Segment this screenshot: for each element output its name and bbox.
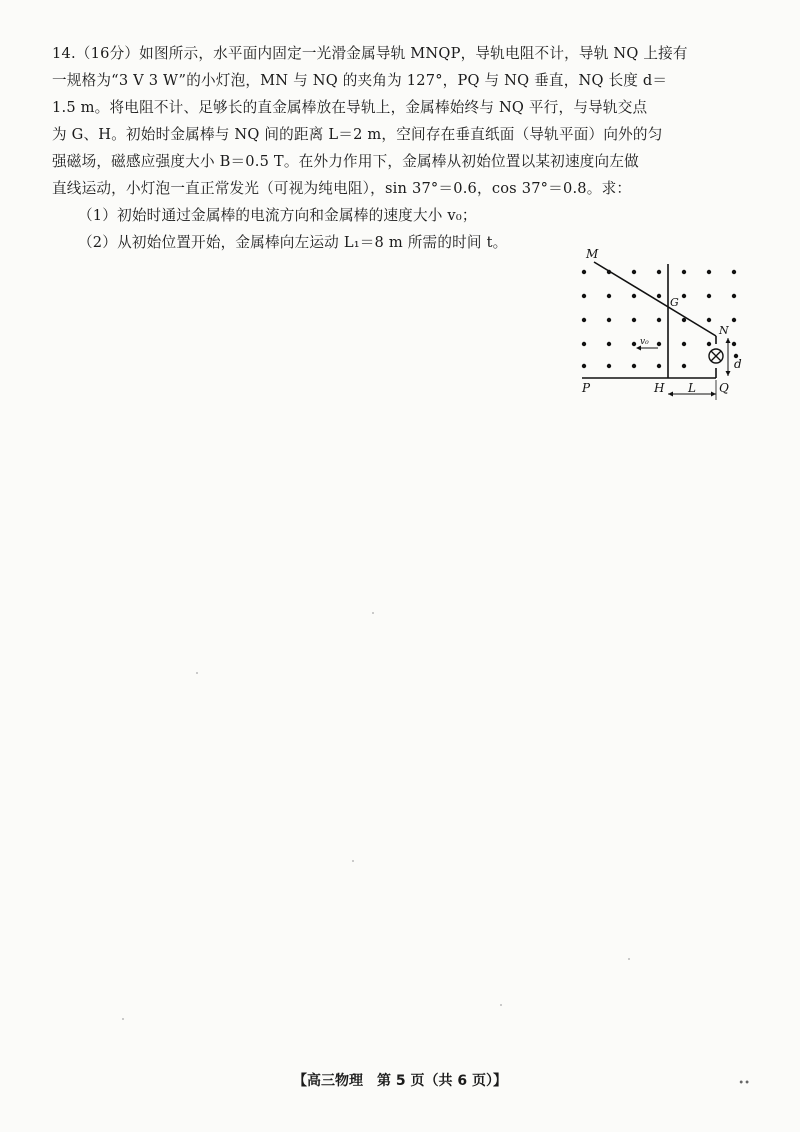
- question-part-1: （1）初始时通过金属棒的电流方向和金属棒的速度大小 v₀；: [78, 207, 477, 224]
- rail-diagram: [576, 244, 752, 404]
- problem-line-6: 直线运动，小灯泡一直正常发光（可视为纯电阻），sin 37°＝0.6，cos 37°＝0.8。求：: [52, 180, 632, 197]
- problem-line-5: 强磁场，磁感应强度大小 B＝0.5 T。在外力作用下，金属棒从初始位置以某初速度向左做: [52, 153, 639, 170]
- label-q: Q: [719, 381, 729, 395]
- rail-mn: [594, 262, 716, 336]
- label-n: N: [719, 324, 729, 337]
- corner-mark: ••: [738, 1078, 750, 1089]
- label-m: M: [586, 247, 599, 261]
- scan-speck: [196, 672, 198, 674]
- scan-speck: [352, 860, 354, 862]
- label-v0: v₀: [640, 337, 649, 347]
- dimension-d: [726, 338, 731, 376]
- problem-line-4: 为 G、H。初始时金属棒与 NQ 间的距离 L＝2 m，空间存在垂直纸面（导轨平面）向外的匀: [52, 126, 663, 143]
- label-h: H: [654, 381, 665, 395]
- problem-14: [52, 40, 757, 256]
- page-footer: 【高三物理 第 5 页（共 6 页）】: [293, 1073, 507, 1089]
- scan-speck: [628, 958, 630, 960]
- problem-line-3: 1.5 m。将电阻不计、足够长的直金属棒放在导轨上，金属棒始终与 NQ 平行，与导轨交点: [52, 99, 648, 116]
- label-g: G: [670, 296, 679, 309]
- problem-line-2: 一规格为“3 V 3 W”的小灯泡，MN 与 NQ 的夹角为 127°，PQ 与 NQ 垂直，NQ 长度 d＝: [52, 72, 668, 89]
- label-d: d: [734, 357, 742, 371]
- problem-line-1: 14.（16分）如图所示，水平面内固定一光滑金属导轨 MNQP，导轨电阻不计，导轨 NQ 上接有: [52, 45, 688, 62]
- scan-speck: [122, 1018, 124, 1020]
- scan-speck: [500, 1004, 502, 1006]
- label-l: L: [688, 381, 696, 395]
- question-part-2: （2）从初始位置开始，金属棒向左运动 L₁＝8 m 所需的时间 t。: [78, 234, 508, 251]
- label-p: P: [582, 381, 591, 395]
- lamp-icon: [709, 349, 723, 363]
- scan-speck: [372, 612, 374, 614]
